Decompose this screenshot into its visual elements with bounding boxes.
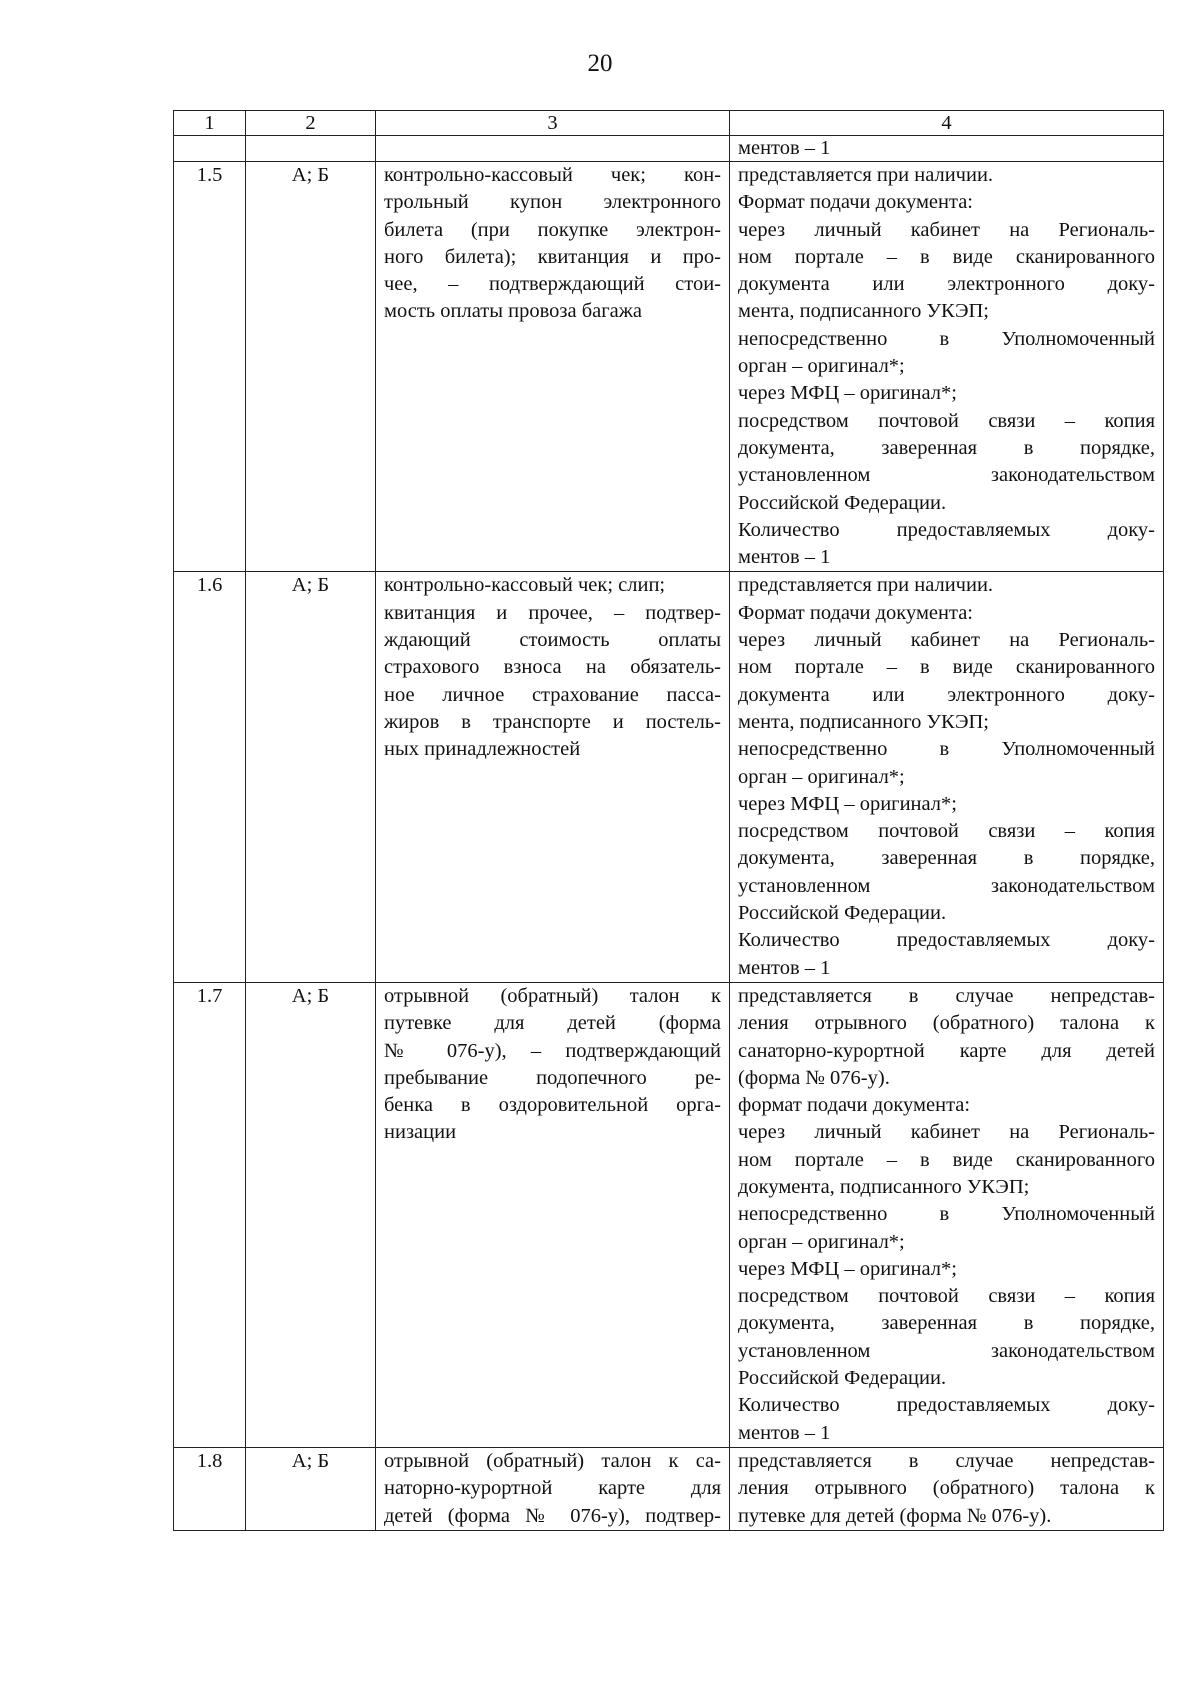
text-line: ментов – 1 [738,546,831,569]
text-line: Формат подачи документа: [738,601,973,624]
applicant-category: А; Б [246,572,376,982]
text-line: мость оплаты провоза багажа [384,300,643,323]
header-row [174,111,1164,136]
applicant-category: А; Б [246,982,376,1447]
text-line: установленном законодательством [738,1339,1155,1362]
text-line: контрольно-кассовый чек; слип; [384,574,666,597]
text-line: Российской Федерации. [738,1367,947,1390]
text-line: Российской Федерации. [738,491,947,514]
text-line: Количество предоставляемых доку- [738,929,1155,952]
text-line: документа или электронного доку- [738,683,1155,706]
text-line: санаторно-курортной карте для детей [738,1039,1155,1062]
documents-table [173,110,1164,1531]
text-line: непосредственно в Уполномоченный [738,327,1155,350]
row-number: 1.6 [174,572,246,982]
text-line: документа или электронного доку- [738,273,1155,296]
text-line: отрывной (обратный) талон к са- [384,1449,721,1472]
cell-empty [246,136,376,162]
header-cell: 4 [730,111,1164,136]
text-line: ном портале – в виде сканированного [738,245,1155,268]
row-number: 1.8 [174,1447,246,1530]
text-line: ждающий стоимость оплаты [384,629,721,652]
page-number: 20 [587,50,613,77]
text-line: страхового взноса на обязатель- [384,656,721,679]
text-line: непосредственно в Уполномоченный [738,1203,1155,1226]
format-cell [730,572,1164,982]
applicant-category: А; Б [246,162,376,572]
text-line: ментов – 1 [738,1421,831,1444]
format-cell [730,136,1164,162]
text-line: мента, подписанного УКЭП; [738,300,989,323]
text-line: жиров в транспорте и постель- [384,710,721,733]
text-line: детей (форма № 076-у), подтвер- [384,1504,721,1527]
header-cell: 2 [246,111,376,136]
text-line: непосредственно в Уполномоченный [738,738,1155,761]
text-line: Количество предоставляемых доку- [738,518,1155,541]
table-row [174,572,1164,982]
text-line: установленном законодательством [738,874,1155,897]
header-cell: 3 [376,111,730,136]
text-line: ления отрывного (обратного) талона к [738,1012,1155,1035]
text-line: низации [384,1121,457,1144]
text-line: ного билета); квитанция и про- [384,245,721,268]
text-line: путевке для детей (форма № 076-у). [738,1504,1052,1527]
text-line: отрывной (обратный) талон к [384,984,721,1007]
text-line: мента, подписанного УКЭП; [738,710,989,733]
text-line: через личный кабинет на Региональ- [738,218,1155,241]
continuation-row [174,136,1164,162]
text-line: представляется в случае непредстав- [738,1449,1155,1472]
text-line: через МФЦ – оригинал*; [738,382,957,405]
text-line: трольный купон электронного [384,191,721,214]
text-line: ное личное страхование пасса- [384,683,721,706]
text-line: ном портале – в виде сканированного [738,1148,1155,1171]
text-line: посредством почтовой связи – копия [738,1285,1155,1308]
text-line: чее, – подтверждающий стои- [384,273,721,296]
text-line: Российской Федерации. [738,902,947,925]
text-line: контрольно-кассовый чек; кон- [384,164,721,186]
text-line: ментов – 1 [738,956,831,979]
text-line: № 076-у), – подтверждающий [384,1039,721,1062]
text-line: орган – оригинал*; [738,355,905,378]
text-line: Количество предоставляемых доку- [738,1394,1155,1417]
text-line: ления отрывного (обратного) талона к [738,1477,1155,1500]
text-line: пребывание подопечного ре- [384,1066,721,1089]
document-description [376,1447,730,1530]
text-line: представляется при наличии. [738,574,994,597]
row-number: 1.7 [174,982,246,1447]
document-description [376,982,730,1447]
text-line: посредством почтовой связи – копия [738,409,1155,432]
text-line: через МФЦ – оригинал*; [738,1257,957,1280]
text-line: документа, подписанного УКЭП; [738,1175,1030,1198]
text-line: квитанция и прочее, – подтвер- [384,601,721,624]
text-line: орган – оригинал*; [738,1230,905,1253]
cell-empty [174,136,246,162]
text-line: через МФЦ – оригинал*; [738,792,957,815]
text-line: Формат подачи документа: [738,191,973,214]
document-description [376,162,730,572]
text-line: наторно-курортной карте для [384,1477,721,1500]
text-line: формат подачи документа: [738,1094,971,1117]
table-row [174,162,1164,572]
header-cell: 1 [174,111,246,136]
text-line: через личный кабинет на Региональ- [738,629,1155,652]
table-row [174,1447,1164,1530]
text-line: установленном законодательством [738,464,1155,487]
table-row [174,982,1164,1447]
text-line: ментов – 1 [738,137,831,159]
cell-empty [376,136,730,162]
row-number: 1.5 [174,162,246,572]
text-line: ных принадлежностей [384,738,581,761]
text-line: путевке для детей (форма [384,1012,721,1035]
text-line: билета (при покупке электрон- [384,218,721,241]
text-line: посредством почтовой связи – копия [738,820,1155,843]
format-cell [730,982,1164,1447]
format-cell [730,162,1164,572]
document-description [376,572,730,982]
text-line: представляется в случае непредстав- [738,984,1155,1007]
text-line: через личный кабинет на Региональ- [738,1121,1155,1144]
text-line: ном портале – в виде сканированного [738,656,1155,679]
text-line: документа, заверенная в порядке, [738,436,1155,459]
text-line: бенка в оздоровительной орга- [384,1094,721,1117]
text-line: орган – оригинал*; [738,765,905,788]
text-line: документа, заверенная в порядке, [738,1312,1155,1335]
applicant-category: А; Б [246,1447,376,1530]
format-cell [730,1447,1164,1530]
text-line: представляется при наличии. [738,164,994,186]
text-line: (форма № 076-у). [738,1066,890,1089]
text-line: документа, заверенная в порядке, [738,847,1155,870]
